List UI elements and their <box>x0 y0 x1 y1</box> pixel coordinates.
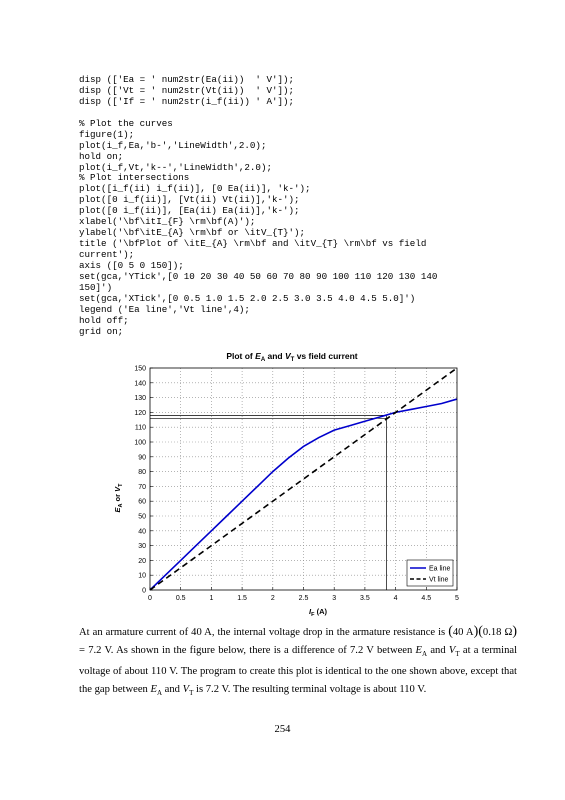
code-line: disp (['Vt = ' num2str(Vt(ii)) ' V']); <box>79 84 295 96</box>
y-tick-label: 50 <box>138 513 146 521</box>
y-tick-label: 0 <box>142 587 146 595</box>
code-line: grid on; <box>79 325 124 337</box>
chart-title: Plot of $E_A$ and $V_T$ vs field current <box>226 351 358 363</box>
code-line: disp (['Ea = ' num2str(Ea(ii)) ' V']); <box>79 74 295 85</box>
y-axis-label: $E_A$ or $V_T$ <box>113 483 124 513</box>
code-line: legend ('Ea line','Vt line',4); <box>79 303 250 315</box>
matlab-code-block <box>79 75 519 338</box>
x-tick-label: 4.5 <box>421 595 432 602</box>
y-tick-label: 10 <box>138 572 146 580</box>
code-line: plot([0 i_f(ii)], [Vt(ii) Vt(ii)],'k-'); <box>79 194 300 206</box>
legend-label-ea: Ea line <box>429 565 451 573</box>
y-tick-label: 40 <box>138 528 146 536</box>
x-tick-label: 3.5 <box>360 595 370 602</box>
code-line: ylabel('\bf\itE_{A} \rm\bf or \itV_{T}'); <box>79 227 306 239</box>
code-line: xlabel('\bf\itI_{F} \rm\bf(A)'); <box>79 216 256 228</box>
page-number: 254 <box>274 724 291 735</box>
x-tick-label: 2 <box>270 595 275 602</box>
y-tick-label: 30 <box>138 543 146 551</box>
code-line: set(gca,'XTick',[0 0.5 1.0 1.5 2.0 2.5 3.0 3.5 4.0 4.5 5.0]') <box>79 292 416 304</box>
legend-label-vt: Vt line <box>429 576 449 584</box>
x-tick-label: 5 <box>455 595 459 602</box>
code-line: disp (['If = ' num2str(i_f(ii)) ' A']); <box>79 95 295 107</box>
plot-figure <box>110 348 470 620</box>
x-tick-label: 0 <box>148 595 152 602</box>
ea-vt-chart <box>110 348 470 620</box>
code-line: axis ([0 5 0 150]); <box>79 259 184 271</box>
y-tick-label: 140 <box>134 380 146 388</box>
x-axis-label: $I_F$ (A) <box>309 607 327 618</box>
y-tick-label: 120 <box>134 409 146 417</box>
y-tick-label: 90 <box>138 454 146 462</box>
code-line: hold on; <box>79 150 124 162</box>
y-tick-label: 70 <box>138 483 146 491</box>
x-tick-label: 2.5 <box>298 595 309 602</box>
y-tick-label: 20 <box>138 557 146 565</box>
code-line: plot([i_f(ii) i_f(ii)], [0 Ea(ii)], 'k-'); <box>79 183 311 195</box>
code-line: plot(i_f,Ea,'b-','LineWidth',2.0); <box>79 139 267 151</box>
code-line: 150]') <box>79 281 113 293</box>
y-tick-label: 100 <box>134 439 146 447</box>
y-tick-label: 80 <box>138 469 146 477</box>
y-tick-label: 130 <box>134 395 146 403</box>
code-line: set(gca,'YTick',[0 10 20 30 40 50 60 70 80 90 100 110 120 130 140 <box>79 270 438 282</box>
code-line: current'); <box>79 249 135 260</box>
code-line: plot(i_f,Vt,'k--','LineWidth',2.0); <box>79 161 272 173</box>
y-tick-label: 60 <box>138 498 146 506</box>
y-tick-label: 150 <box>134 365 146 373</box>
armature-drop-equation: (40 A)(0.18 Ω) = 7.2 V <box>79 624 518 656</box>
body-paragraph: At an armature current of 40 A, the internal voltage drop in the armature resistance is (40 A)(0.18 Ω) = 7.2 V. As shown in the figure below, there is a difference of 7.2 V between $E_A$ and $V_T$ at a terminal voltage of about 110 V. The program to create this plot is identical to the one shown above, except that the gap between $E_A$ and $V_T$ is 7.2 V. The resulting terminal voltage is about 110 V. <box>79 624 518 698</box>
x-tick-label: 4 <box>393 595 398 602</box>
code-line: % Plot intersections <box>79 172 190 184</box>
x-tick-label: 0.5 <box>175 595 186 602</box>
chart-legend <box>407 560 453 586</box>
code-line: hold off; <box>79 314 129 326</box>
x-tick-label: 1.5 <box>237 595 247 602</box>
code-line: figure(1); <box>79 128 135 140</box>
y-tick-label: 110 <box>134 424 146 432</box>
code-line: plot([0 i_f(ii)], [Ea(ii) Ea(ii)],'k-'); <box>79 205 300 217</box>
x-tick-label: 1 <box>209 595 214 602</box>
code-line: % Plot the curves <box>79 117 173 129</box>
code-line: title ('\bfPlot of \itE_{A} \rm\bf and \itV_{T} \rm\bf vs field <box>79 238 427 250</box>
x-tick-label: 3 <box>332 595 337 602</box>
